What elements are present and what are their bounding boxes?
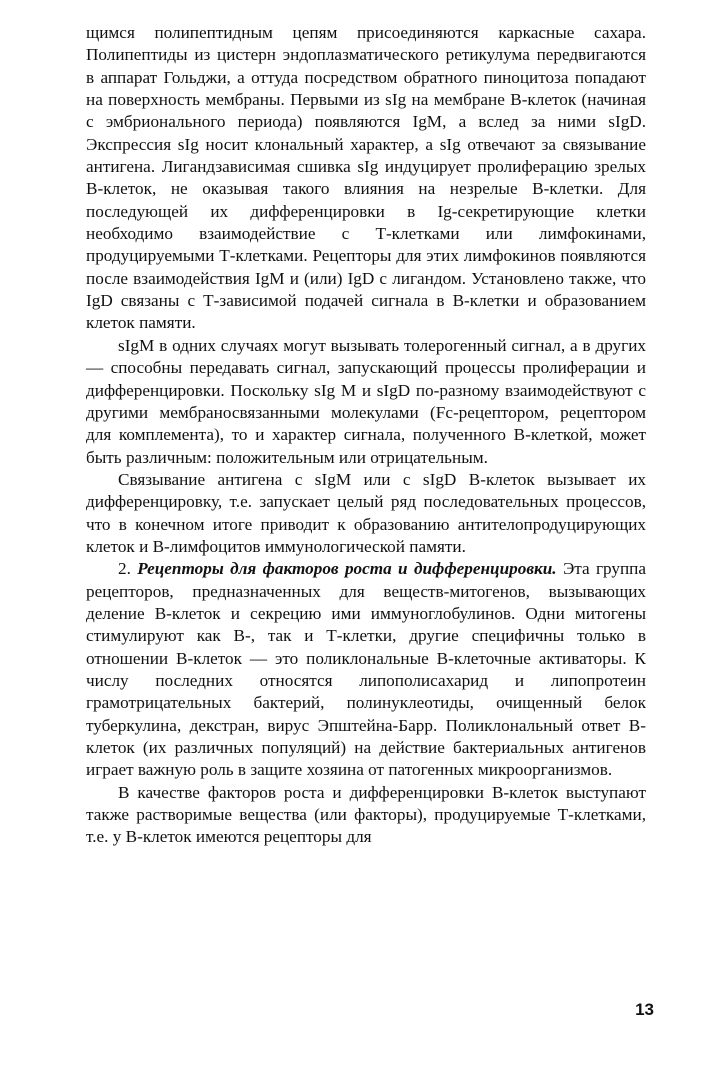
paragraph-1: щимся полипептидным цепям присоединяются каркасные сахара. Полипептиды из цистерн эндоплазматического ретикулума передвигаются в аппарат Гольджи, а оттуда посредством обратного пиноцитоза попадают на поверхность мембраны. Первыми из sIg на мембране В-клеток (начиная с эмбрионального периода) появляются IgM, а вслед за ними sIgD. Экспрессия sIg носит клональный характер, а sIg отвечают за связывание антигена. Лигандзависимая сшивка sIg индуцирует пролиферацию зрелых В-клеток, не оказывая такого влияния на незрелые В-клетки. Для последующей их дифференцировки в Ig-секретирующие клетки необходимо взаимодействие с Т-клетками или лимфокинами, продуцируемыми Т-клетками. Рецепторы для этих лимфокинов появляются после взаимодействия IgM и (или) IgD с лигандом. Установлено также, что IgD связаны с Т-зависимой подачей сигнала в В-клетки и образованием клеток памяти. [86,23,646,333]
body-text [86,22,646,849]
paragraph-2: sIgM в одних случаях могут вызывать толерогенный сигнал, а в других — способны передавать сигнал, запускающий процессы пролиферации и дифференцировки. Поскольку sIg M и sIgD по-разному взаимодействуют с другими мембраносвязанными молекулами (Fc-рецептором, рецептором для комплемента), то и характер сигнала, полученного В-клеткой, может быть различным: положительным или отрицательным. [86,335,646,467]
page-number: 13 [635,1000,654,1019]
paragraph-3: Связывание антигена с sIgM или с sIgD В-клеток вызывает их дифференцировку, т.е. запускает целый ряд последовательных процессов, что в конечном итоге приводит к образованию антителопродуцирующих клеток и В-лимфоцитов иммунологической памяти. [86,469,646,556]
paragraph-5: В качестве факторов роста и дифференцировки В-клеток выступают также растворимые вещества (или факторы), продуцируемые Т-клетками, т.е. у В-клеток имеются рецепторы для [86,782,646,847]
paragraph-4-text: Эта группа рецепторов, предназначенных для веществ-митогенов, вызывающих деление В-клеток и секрецию ими иммуноглобулинов. Одни митогены стимулируют как В-, так и Т-клетки, другие специфичны только в отношении В-клеток — это поликлональные В-клеточные активаторы. К числу последних относятся липополисахарид и липопротеин грамотрицательных бактерий, полинуклеотиды, очищенный белок туберкулина, декстран, вирус Эпштейна-Барр. Поликлональный ответ В-клеток (их различных популяций) на действие бактериальных антигенов играет важную роль в защите хозяина от патогенных микроорганизмов. [86,559,647,780]
section-heading: Рецепторы для факторов роста и дифференцировки. [137,559,557,579]
paragraph-4 [86,558,646,781]
section-number: 2. [118,559,131,579]
